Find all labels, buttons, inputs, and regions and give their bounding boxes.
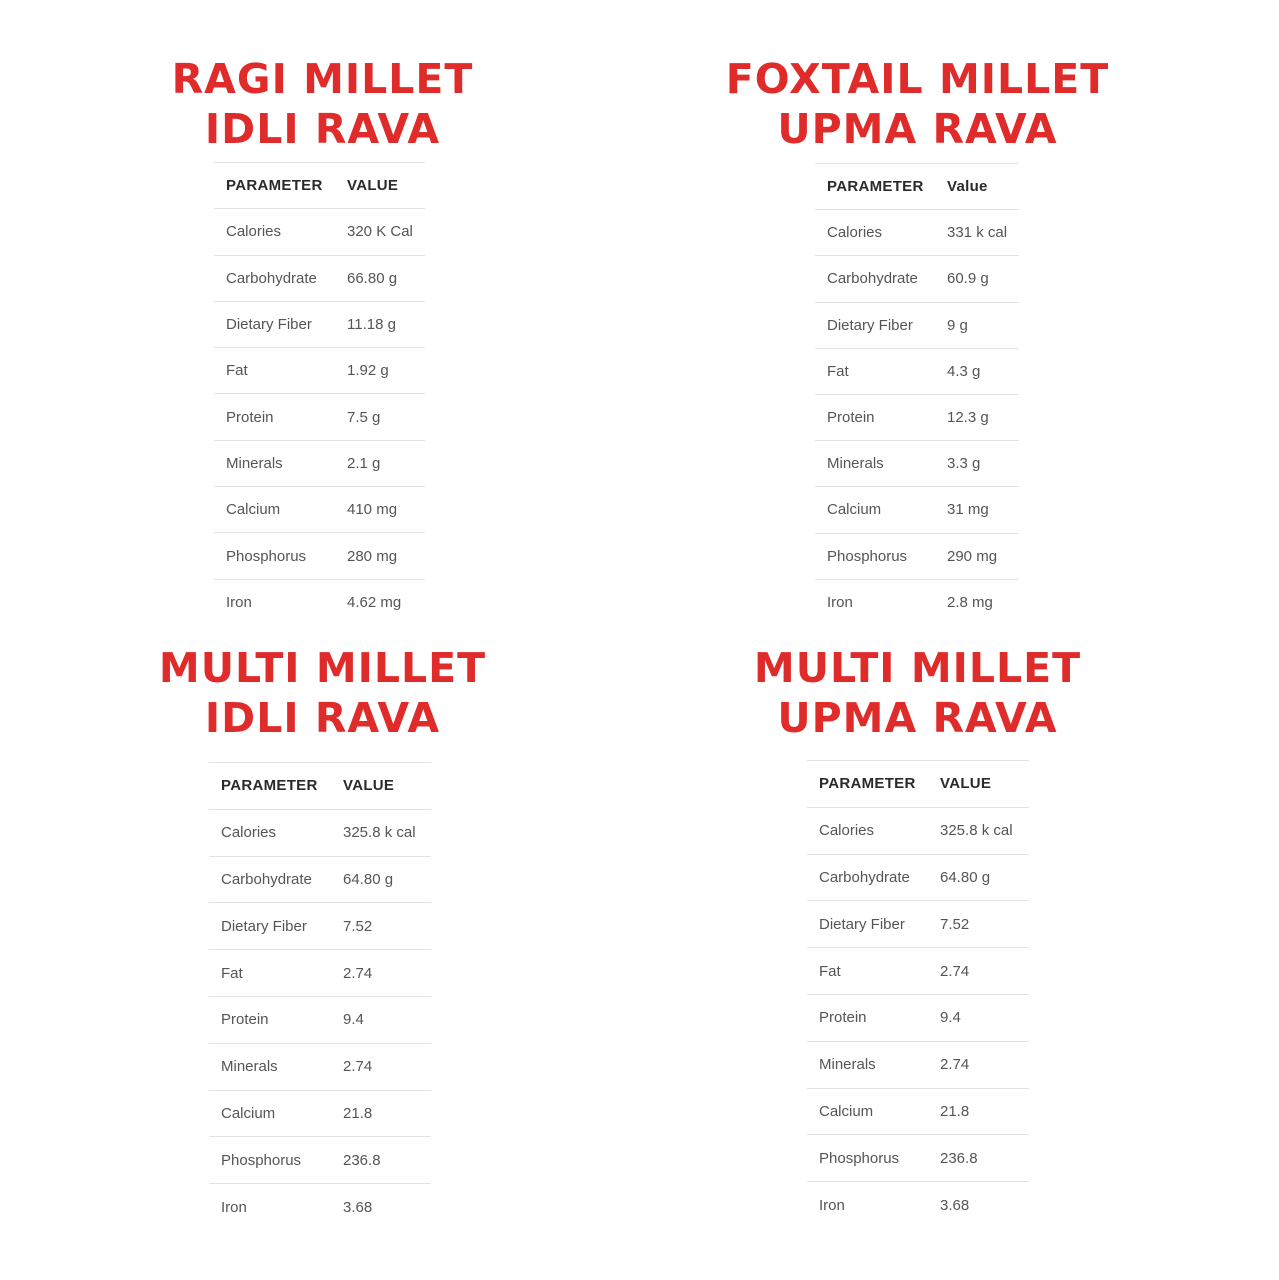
parameter-cell: Fat xyxy=(209,950,331,997)
parameter-cell: Minerals xyxy=(209,1043,331,1090)
table-row xyxy=(807,901,1029,948)
parameter-cell: Fat xyxy=(815,348,935,394)
table-row xyxy=(807,807,1029,854)
header-parameter: PARAMETER xyxy=(209,763,331,810)
value-cell: 1.92 g xyxy=(335,348,425,394)
header-value: Value xyxy=(935,164,1019,210)
multi-upma-title xyxy=(745,643,1090,743)
value-cell: 3.3 g xyxy=(935,441,1019,487)
header-value: VALUE xyxy=(331,763,431,810)
table-row xyxy=(815,441,1019,487)
parameter-cell: Phosphorus xyxy=(807,1135,928,1182)
parameter-cell: Calories xyxy=(815,210,935,256)
table-row xyxy=(209,950,431,997)
table-row xyxy=(214,579,425,625)
table-row xyxy=(209,856,431,903)
foxtail-upma-title xyxy=(725,54,1110,154)
table-row xyxy=(807,1135,1029,1182)
value-cell: 64.80 g xyxy=(928,854,1029,901)
table-header-row xyxy=(209,763,431,810)
value-cell: 11.18 g xyxy=(335,301,425,347)
table-row xyxy=(815,533,1019,579)
parameter-cell: Iron xyxy=(209,1184,331,1231)
table-row xyxy=(214,440,425,486)
parameter-cell: Minerals xyxy=(815,441,935,487)
value-cell: 2.74 xyxy=(331,950,431,997)
value-cell: 7.52 xyxy=(331,903,431,950)
value-cell: 7.52 xyxy=(928,901,1029,948)
table-row xyxy=(214,255,425,301)
header-value: VALUE xyxy=(335,163,425,209)
header-parameter: PARAMETER xyxy=(807,761,928,808)
parameter-cell: Fat xyxy=(807,948,928,995)
parameter-cell: Iron xyxy=(807,1182,928,1229)
parameter-cell: Calcium xyxy=(214,487,335,533)
table-row xyxy=(807,994,1029,1041)
table-row xyxy=(807,1182,1029,1229)
table-row xyxy=(214,394,425,440)
table-row xyxy=(815,579,1019,625)
table-row xyxy=(214,301,425,347)
parameter-cell: Calories xyxy=(807,807,928,854)
value-cell: 325.8 k cal xyxy=(331,809,431,856)
parameter-cell: Carbohydrate xyxy=(815,256,935,302)
title-line-2: UPMA RAVA xyxy=(777,694,1058,742)
table-row xyxy=(815,302,1019,348)
parameter-cell: Protein xyxy=(807,994,928,1041)
table-header-row xyxy=(815,164,1019,210)
table-row xyxy=(807,854,1029,901)
parameter-cell: Carbohydrate xyxy=(209,856,331,903)
title-line-2: IDLI RAVA xyxy=(204,694,441,742)
value-cell: 290 mg xyxy=(935,533,1019,579)
parameter-cell: Minerals xyxy=(214,440,335,486)
parameter-cell: Dietary Fiber xyxy=(815,302,935,348)
table-header-row xyxy=(807,761,1029,808)
value-cell: 3.68 xyxy=(928,1182,1029,1229)
parameter-cell: Fat xyxy=(214,348,335,394)
table-row xyxy=(807,948,1029,995)
multi-upma-nutrition-table xyxy=(807,760,1029,1228)
table-row xyxy=(209,903,431,950)
value-cell: 21.8 xyxy=(331,1090,431,1137)
value-cell: 66.80 g xyxy=(335,255,425,301)
parameter-cell: Iron xyxy=(815,579,935,625)
title-line-1: MULTI MILLET xyxy=(753,644,1082,692)
value-cell: 7.5 g xyxy=(335,394,425,440)
multi-idli-title xyxy=(150,643,495,743)
table-row xyxy=(209,1184,431,1231)
parameter-cell: Dietary Fiber xyxy=(214,301,335,347)
parameter-cell: Minerals xyxy=(807,1041,928,1088)
value-cell: 236.8 xyxy=(331,1137,431,1184)
table-row xyxy=(815,210,1019,256)
title-line-2: UPMA RAVA xyxy=(777,105,1058,153)
parameter-cell: Calcium xyxy=(807,1088,928,1135)
table-row xyxy=(807,1041,1029,1088)
header-parameter: PARAMETER xyxy=(214,163,335,209)
title-line-1: RAGI MILLET xyxy=(171,55,474,103)
table-row xyxy=(214,533,425,579)
table-row xyxy=(209,1137,431,1184)
parameter-cell: Dietary Fiber xyxy=(807,901,928,948)
parameter-cell: Carbohydrate xyxy=(807,854,928,901)
value-cell: 9.4 xyxy=(928,994,1029,1041)
table-row xyxy=(214,209,425,255)
table-row xyxy=(815,394,1019,440)
ragi-idli-nutrition-table xyxy=(214,162,425,625)
parameter-cell: Phosphorus xyxy=(209,1137,331,1184)
table-row xyxy=(214,348,425,394)
value-cell: 331 k cal xyxy=(935,210,1019,256)
table-row xyxy=(209,1043,431,1090)
value-cell: 64.80 g xyxy=(331,856,431,903)
table-row xyxy=(815,256,1019,302)
value-cell: 2.74 xyxy=(928,948,1029,995)
parameter-cell: Phosphorus xyxy=(815,533,935,579)
parameter-cell: Calcium xyxy=(815,487,935,533)
table-row xyxy=(807,1088,1029,1135)
parameter-cell: Protein xyxy=(815,394,935,440)
value-cell: 21.8 xyxy=(928,1088,1029,1135)
value-cell: 9.4 xyxy=(331,996,431,1043)
value-cell: 4.3 g xyxy=(935,348,1019,394)
table-row xyxy=(214,487,425,533)
value-cell: 2.8 mg xyxy=(935,579,1019,625)
table-row xyxy=(209,809,431,856)
value-cell: 2.74 xyxy=(928,1041,1029,1088)
value-cell: 320 K Cal xyxy=(335,209,425,255)
table-row xyxy=(209,1090,431,1137)
value-cell: 4.62 mg xyxy=(335,579,425,625)
parameter-cell: Calories xyxy=(209,809,331,856)
header-parameter: PARAMETER xyxy=(815,164,935,210)
table-row xyxy=(815,487,1019,533)
parameter-cell: Iron xyxy=(214,579,335,625)
ragi-idli-title xyxy=(150,54,495,154)
parameter-cell: Carbohydrate xyxy=(214,255,335,301)
parameter-cell: Protein xyxy=(214,394,335,440)
value-cell: 9 g xyxy=(935,302,1019,348)
value-cell: 236.8 xyxy=(928,1135,1029,1182)
table-header-row xyxy=(214,163,425,209)
value-cell: 325.8 k cal xyxy=(928,807,1029,854)
value-cell: 410 mg xyxy=(335,487,425,533)
title-line-1: FOXTAIL MILLET xyxy=(725,55,1110,103)
value-cell: 280 mg xyxy=(335,533,425,579)
parameter-cell: Dietary Fiber xyxy=(209,903,331,950)
value-cell: 60.9 g xyxy=(935,256,1019,302)
parameter-cell: Phosphorus xyxy=(214,533,335,579)
foxtail-upma-nutrition-table xyxy=(815,163,1019,625)
parameter-cell: Protein xyxy=(209,996,331,1043)
multi-idli-nutrition-table xyxy=(209,762,431,1230)
value-cell: 31 mg xyxy=(935,487,1019,533)
header-value: VALUE xyxy=(928,761,1029,808)
value-cell: 3.68 xyxy=(331,1184,431,1231)
table-row xyxy=(815,348,1019,394)
value-cell: 2.74 xyxy=(331,1043,431,1090)
table-row xyxy=(209,996,431,1043)
parameter-cell: Calories xyxy=(214,209,335,255)
title-line-2: IDLI RAVA xyxy=(204,105,441,153)
value-cell: 2.1 g xyxy=(335,440,425,486)
title-line-1: MULTI MILLET xyxy=(158,644,487,692)
value-cell: 12.3 g xyxy=(935,394,1019,440)
parameter-cell: Calcium xyxy=(209,1090,331,1137)
